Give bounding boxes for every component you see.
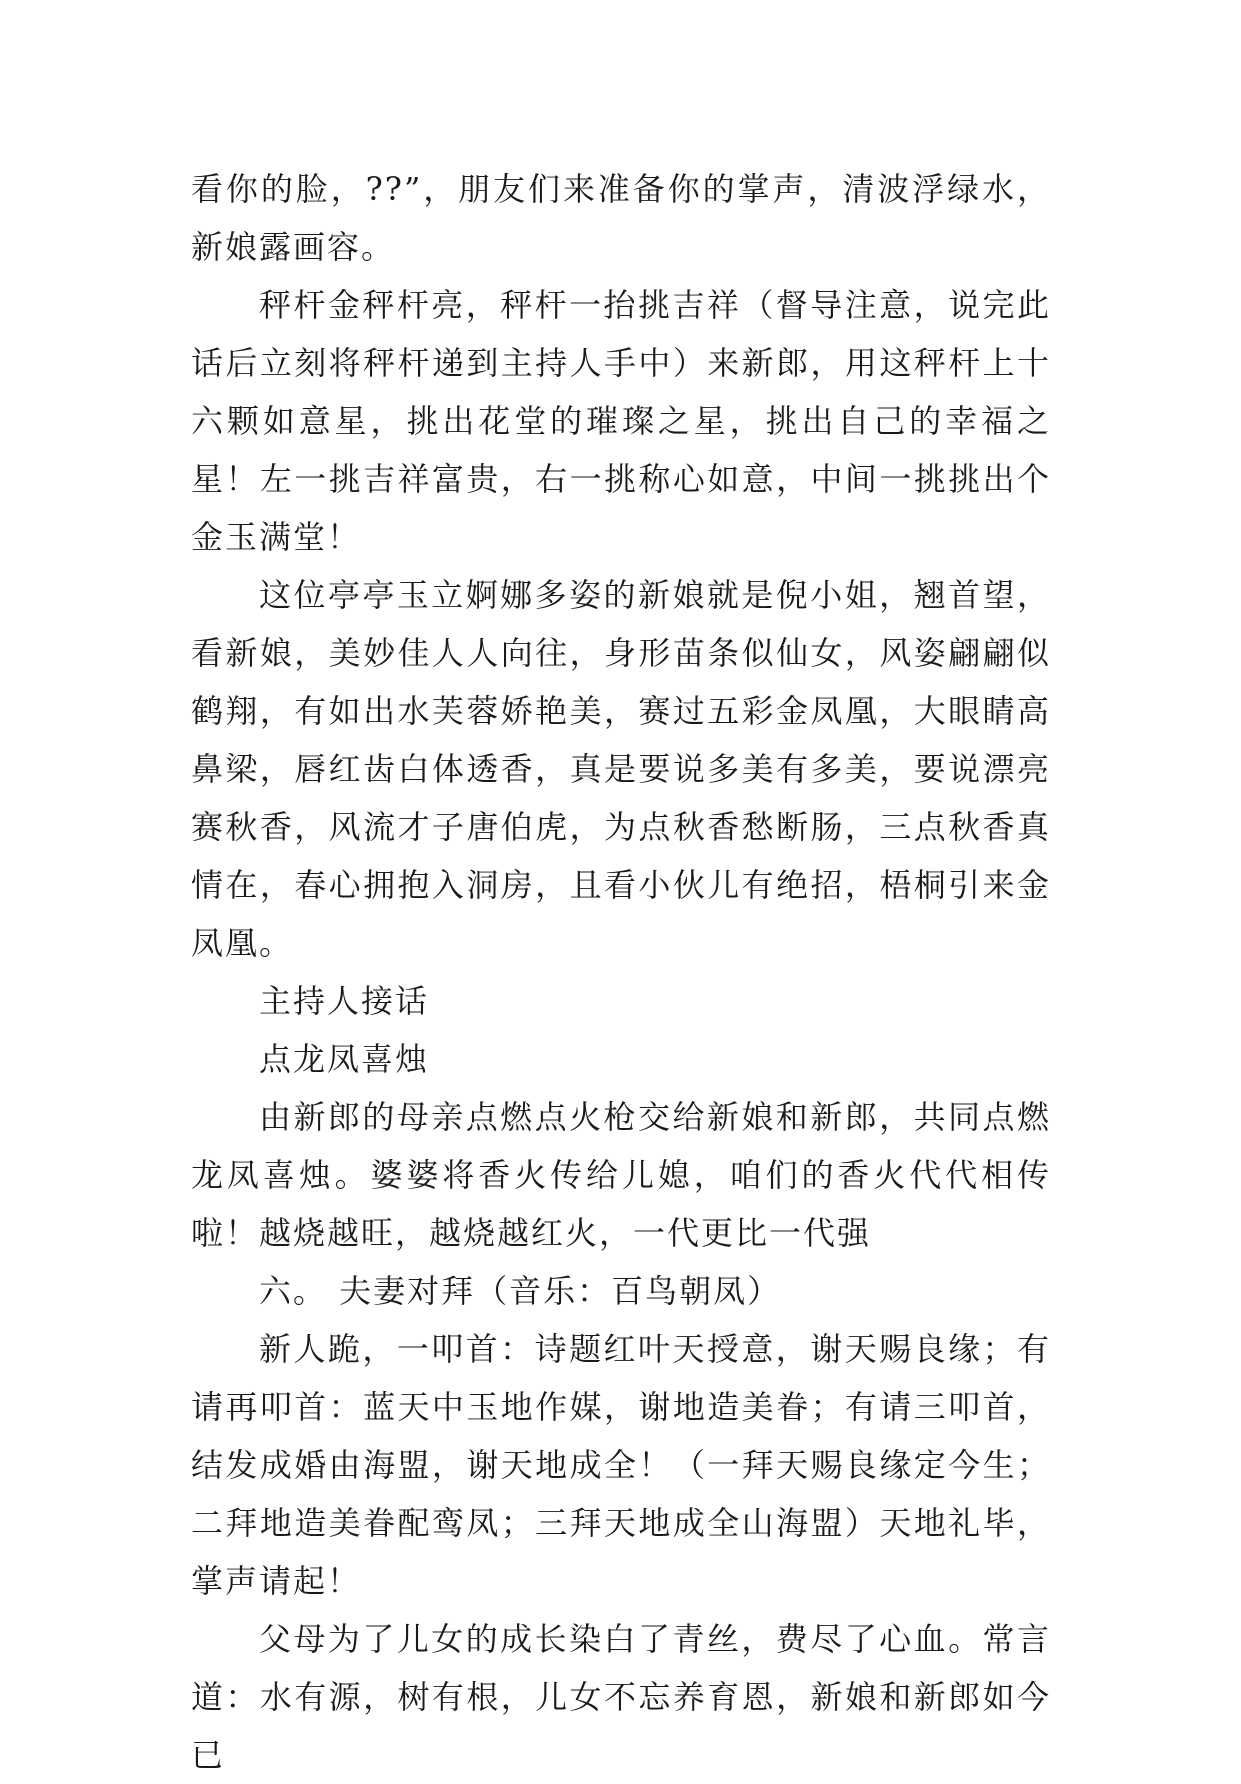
paragraph-5: 点龙凤喜烛 bbox=[259, 1040, 430, 1078]
paragraph-8: 新人跪，一叩首：诗题红叶天授意，谢天赐良缘；有请再叩首：蓝天中玉地作媒，谢地造美眷；有请三叩首，结发成婚由海盟，谢天地成全！（一拜天赐良缘定今生；二拜地造美眷配鸾凤；三拜天地成全山海盟）天地礼毕，掌声请起！ bbox=[191, 1330, 1051, 1600]
paragraph-9: 父母为了儿女的成长染白了青丝，费尽了心血。常言道：水有源，树有根，儿女不忘养育恩，新娘和新郎如今已 bbox=[191, 1620, 1051, 1774]
paragraph-1: 看你的脸，??”，朋友们来准备你的掌声，清波浮绿水，新娘露画容。 bbox=[191, 170, 1051, 266]
paragraph-7: 六。 夫妻对拜（音乐：百鸟朝凤） bbox=[259, 1272, 782, 1310]
paragraph-3: 这位亭亭玉立婀娜多姿的新娘就是倪小姐，翘首望，看新娘，美妙佳人人向往，身形苗条似仙女，风姿翩翩似鹤翔，有如出水芙蓉娇艳美，赛过五彩金凤凰，大眼睛高鼻梁，唇红齿白体透香，真是要说多美有多美，要说漂亮赛秋香，风流才子唐伯虎，为点秋香愁断肠，三点秋香真情在，春心拥抱入洞房，且看小伙儿有绝招，梧桐引来金凤凰。 bbox=[191, 576, 1051, 962]
paragraph-4: 主持人接话 bbox=[259, 982, 430, 1020]
paragraph-6: 由新郎的母亲点燃点火枪交给新娘和新郎，共同点燃龙凤喜烛。婆婆将香火传给儿媳，咱们的香火代代相传啦！越烧越旺，越烧越红火，一代更比一代强 bbox=[191, 1098, 1051, 1252]
document-body bbox=[191, 160, 1051, 1784]
paragraph-2: 秤杆金秤杆亮，秤杆一抬挑吉祥（督导注意，说完此话后立刻将秤杆递到主持人手中）来新郎，用这秤杆上十六颗如意星，挑出花堂的璀璨之星，挑出自己的幸福之星！左一挑吉祥富贵，右一挑称心如意，中间一挑挑出个金玉满堂！ bbox=[191, 286, 1051, 556]
